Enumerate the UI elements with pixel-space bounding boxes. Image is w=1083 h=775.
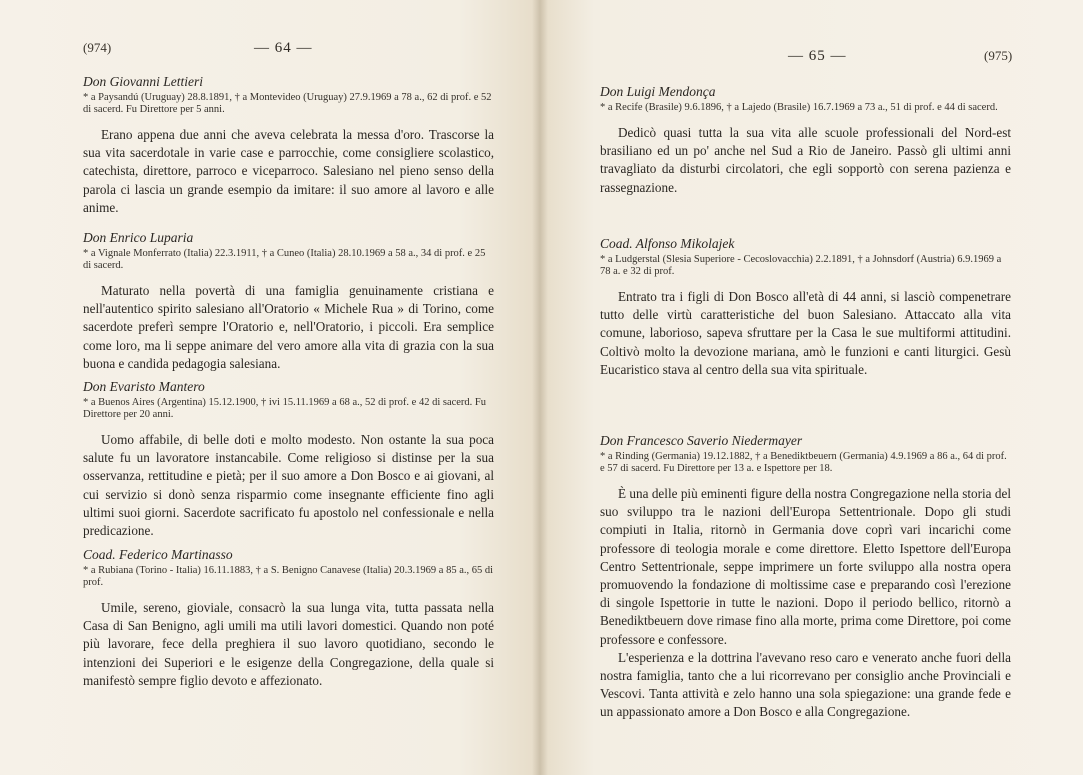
entry-body: Entrato tra i figli di Don Bosco all'età di 44 anni, si lasciò compenetrare tutto delle virtù caratteristiche del buon Salesiano. Attaccato alla vita comune, laborioso, sapeva sfruttare per la Casa le sue multiformi attitudini. Coltivò molto la devozione mariana, amò le funzioni e canti liturgici. Gesù Eucaristico stava al centro della sua vita spirituale.: [600, 289, 1011, 377]
entry-name: Don Enrico Luparia: [83, 230, 194, 245]
left-page-number: — 64 —: [254, 40, 313, 56]
left-page: [0, 0, 540, 775]
obituary-entry-mantero: [83, 379, 494, 540]
entry-meta: * a Paysandú (Uruguay) 28.8.1891, † a Montevideo (Uruguay) 27.9.1969 a 78 a., 62 di prof. e 52 di sacerd. Fu Direttore per 5 anni.: [83, 92, 492, 115]
entry-body: Umile, sereno, gioviale, consacrò la sua lunga vita, tutta passata nella Casa di San Benigno, agli umili ma utili lavori domestici. Quando non poté più lavorare, fece della preghiera il suo lavoro quotidiano, secondo le intenzioni dei Superiori e le esigenze della Congregazione, della quale si manifestò sempre figlio devoto e affezionato.: [83, 600, 494, 688]
obituary-entry-martinasso: [83, 547, 494, 690]
entry-name: Don Evaristo Mantero: [83, 379, 205, 394]
obituary-entry-niedermayer: [600, 433, 1011, 722]
entry-name: Coad. Federico Martinasso: [83, 547, 233, 562]
right-page: [540, 0, 1083, 775]
entry-name: Don Giovanni Lettieri: [83, 74, 203, 89]
entry-meta: * a Vignale Monferrato (Italia) 22.3.1911, † a Cuneo (Italia) 28.10.1969 a 58 a., 34 di prof. e 25 di sacerd.: [83, 248, 486, 271]
entry-meta: * a Recife (Brasile) 9.6.1896, † a Lajedo (Brasile) 16.7.1969 a 73 a., 51 di prof. e 44 di sacerd.: [600, 102, 998, 113]
right-page-ref: (975): [984, 48, 1013, 63]
entry-body: Erano appena due anni che aveva celebrata la messa d'oro. Trascorse la sua vita sacerdotale in varie case e parrocchie, come consigliere scolastico, catechista, direttore, parroco e viceparroco. Salesiano nel pieno senso della parola ci lascia un grande esempio da imitare: il suo amore al lavoro e alle anime.: [83, 127, 494, 215]
obituary-entry-luparia: [83, 230, 494, 373]
book-spine-shadow: [532, 0, 548, 775]
obituary-entry-mikolajek: [600, 236, 1011, 379]
entry-body: Dedicò quasi tutta la sua vita alle scuole professionali del Nord-est brasiliano ed un po' anche nel Sud a Rio de Janeiro. Passò gli ultimi anni travagliato da disturbi circolatori, che egli sopportò con serena pazienza e rassegnazione.: [600, 125, 1011, 195]
entry-body: L'esperienza e la dottrina l'avevano reso caro e venerato anche fuori della nostra famiglia, tanto che a lui ricorrevano per consiglio anche Provinciali e Vescovi. Tanta attività e zelo hanno una sola spiegazione: una grande fede e un appassionato amore a Don Bosco e alla Congregazione.: [600, 649, 1011, 720]
entry-meta: * a Rubiana (Torino - Italia) 16.11.1883, † a S. Benigno Canavese (Italia) 20.3.1969 a 85 a., 65 di prof.: [83, 565, 494, 588]
obituary-entry-lettieri: [83, 74, 494, 217]
entry-body: Uomo affabile, di belle doti e molto modesto. Non ostante la sua poca salute fu un lavoratore instancabile. Come religioso si distinse per la sua osservanza, rettitudine e pietà; per il suo amore a Don Bosco e ai giovani, al cui servizio si donò senza risparmio come insegnante efficiente fino agli ultimi suoi giorni. Sacerdote sacrificato fu apostolo nel confessionale e nella predicazione.: [83, 432, 494, 539]
entry-body: Maturato nella povertà di una famiglia genuinamente cristiana e nell'autentico spirito salesiano all'Oratorio « Michele Rua » di Torino, come sacerdote preferì sempre l'Oratorio e, nell'Oratorio, i piccoli. Era semplice come loro, ma li seppe animare del vero amore alla vita di grazia con la sua buona e candida pedagogia salesiana.: [83, 283, 494, 371]
entry-name: Don Francesco Saverio Niedermayer: [600, 433, 803, 448]
entry-body: È una delle più eminenti figure della nostra Congregazione nella storia del suo sviluppo tra le nazioni dell'Europa Settentrionale. Dopo gli studi compiuti in Italia, ritornò in Germania dove coprì vari incarichi come professore di teologia morale e come direttore. Eletto Ispettore dell'Europa Centro Settentrionale, seppe imprimere un forte sviluppo alla nostra opera promuovendo la fondazione di moltissime case e preparando così l'erezione di singole Ispettorie in tutte le nazioni. Dopo il periodo bellico, ritornò a Benediktbeuern dove rimase fino alla morte, prima come Direttore, poi come professore e confessore.: [600, 486, 1011, 647]
right-page-number: — 65 —: [788, 48, 847, 64]
obituary-entry-mendonca: [600, 84, 1011, 197]
entry-name: Coad. Alfonso Mikolajek: [600, 236, 735, 251]
entry-name: Don Luigi Mendonça: [600, 84, 716, 99]
entry-meta: * a Rinding (Germania) 19.12.1882, † a Benediktbeuern (Germania) 4.9.1969 a 86 a., 64 di prof. e 57 di sacerd. Fu Direttore per 13 a. e Ispettore per 18.: [600, 451, 1007, 474]
left-page-ref: (974): [83, 40, 112, 55]
entry-meta: * a Ludgerstal (Slesia Superiore - Cecoslovacchia) 2.2.1891, † a Johnsdorf (Austria) 6.9.1969 a 78 a. e 32 di prof.: [600, 254, 1002, 277]
entry-meta: * a Buenos Aires (Argentina) 15.12.1900, † ivi 15.11.1969 a 68 a., 52 di prof. e 42 di sacerd. Fu Direttore per 20 anni.: [83, 397, 487, 420]
